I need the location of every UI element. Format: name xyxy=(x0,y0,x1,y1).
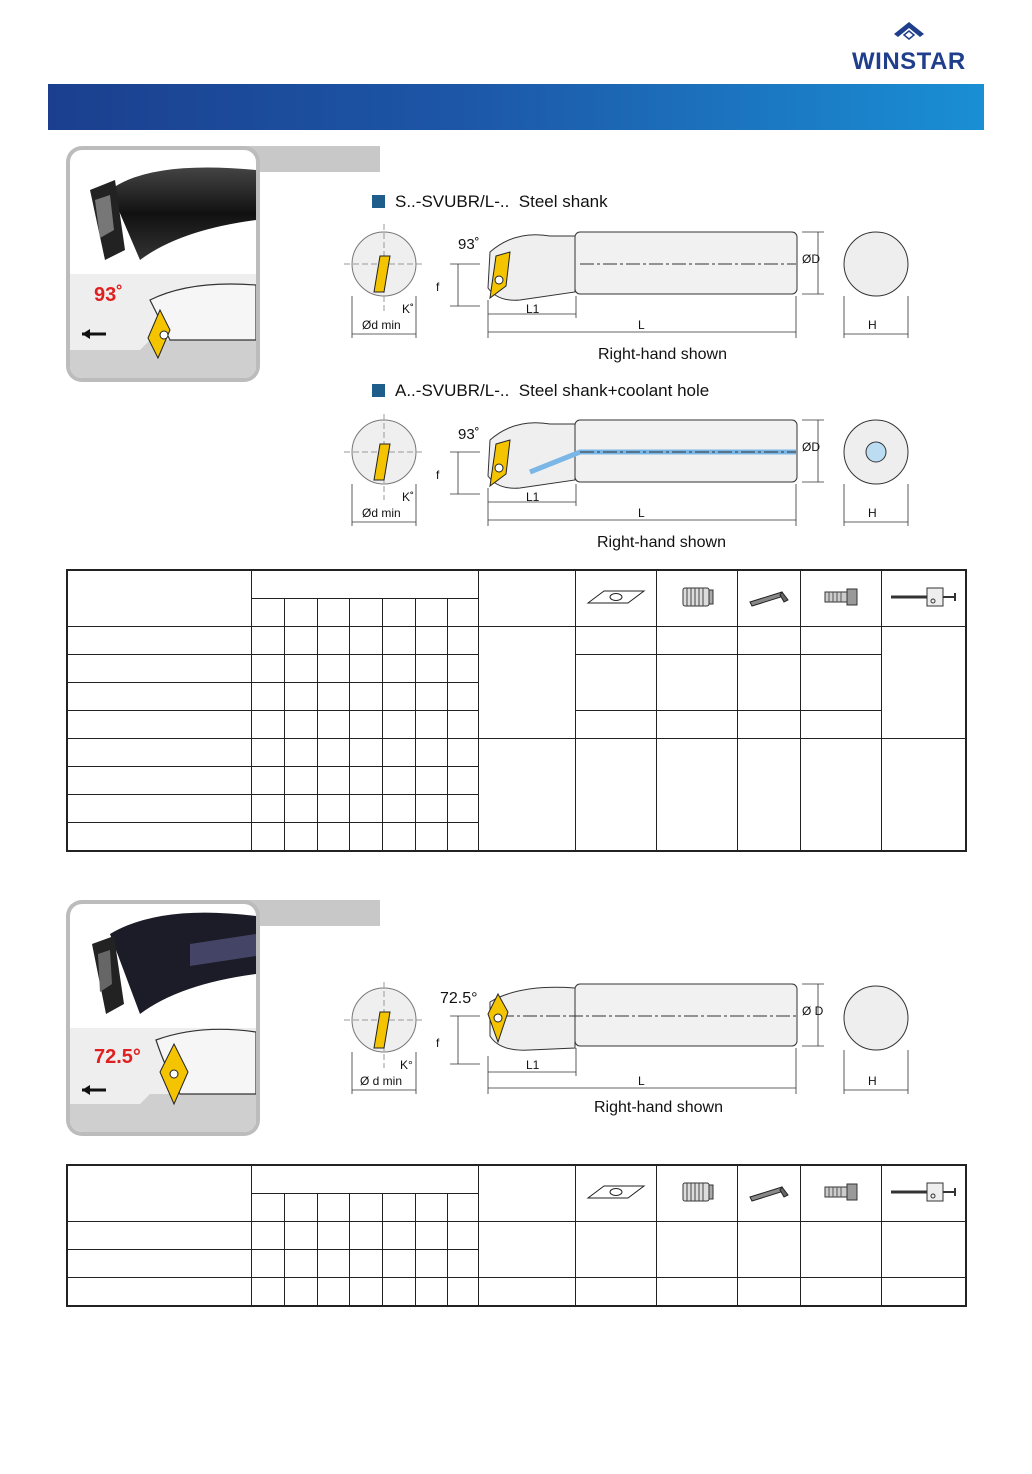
b-od-label: ØD xyxy=(802,440,820,454)
a-angle-label: 93˚ xyxy=(458,236,480,253)
brand-name: WINSTAR xyxy=(852,48,966,75)
clamp-screw-icon xyxy=(800,570,881,627)
s2-dmin-label: Ø d min xyxy=(360,1074,403,1088)
variant-a-desc: Steel shank xyxy=(518,192,608,211)
clamp-screw-icon xyxy=(800,1165,881,1222)
table-row xyxy=(67,1278,251,1307)
b-l-label: L xyxy=(638,506,645,520)
a-l1-label: L1 xyxy=(526,302,540,316)
header-cell xyxy=(67,570,251,627)
b-h-label: H xyxy=(868,506,877,520)
section1-header-tab xyxy=(240,146,380,172)
variant-a-code: S..-SVUBR/L-.. xyxy=(395,192,510,211)
a-dmin-label: Ød min xyxy=(362,318,401,332)
boring-bar-photo xyxy=(70,904,256,1132)
header-cell xyxy=(251,570,478,599)
a-od-label: ØD xyxy=(802,252,820,266)
marker-square-icon xyxy=(372,384,385,397)
shim-screw-icon xyxy=(656,1165,737,1222)
table-row xyxy=(67,683,251,711)
section1-spec-table xyxy=(66,569,967,852)
section1-variant-a-drawing xyxy=(340,222,920,344)
section1-angle-badge: 93˚ xyxy=(94,284,123,306)
torx-wrench-icon xyxy=(881,1165,966,1222)
table-row xyxy=(67,1222,251,1250)
section2-drawing xyxy=(340,980,920,1102)
s2-k-label: K° xyxy=(400,1058,413,1072)
s2-h-label: H xyxy=(868,1074,877,1088)
b-k-label: K˚ xyxy=(402,490,414,504)
s2-od-label: Ø D xyxy=(802,1004,824,1018)
s2-l1-label: L1 xyxy=(526,1058,540,1072)
hex-key-icon xyxy=(737,1165,800,1222)
table-row xyxy=(67,655,251,683)
b-caption: Right-hand shown xyxy=(597,534,726,551)
a-h-label: H xyxy=(868,318,877,332)
header-cell xyxy=(251,1165,478,1194)
table-row xyxy=(67,739,251,767)
boring-bar-side-view xyxy=(450,984,824,1094)
table-row xyxy=(67,795,251,823)
shim-screw-icon xyxy=(656,570,737,627)
marker-square-icon xyxy=(372,195,385,208)
s2-f-label: f xyxy=(436,1036,440,1050)
hex-key-icon xyxy=(737,570,800,627)
header-cell xyxy=(478,570,575,627)
s2-l-label: L xyxy=(638,1074,645,1088)
table-row xyxy=(67,767,251,795)
section1-photo-card xyxy=(66,146,260,382)
table-row xyxy=(67,1250,251,1278)
variant-b-desc: Steel shank+coolant hole xyxy=(518,381,710,400)
insert-icon xyxy=(575,570,656,627)
section2-angle-badge: 72.5° xyxy=(94,1046,141,1068)
s2-caption: Right-hand shown xyxy=(594,1099,723,1116)
table-row xyxy=(67,711,251,739)
logo-diamond-icon xyxy=(894,22,924,39)
b-f-label: f xyxy=(436,468,440,482)
boring-bar-side-view xyxy=(450,232,824,338)
brand-logo xyxy=(846,20,986,75)
s2-angle-label: 72.5° xyxy=(440,990,478,1007)
boring-bar-photo xyxy=(70,150,256,378)
section2-header-tab xyxy=(240,900,380,926)
b-dmin-label: Ød min xyxy=(362,506,401,520)
a-l-label: L xyxy=(638,318,645,332)
header-band xyxy=(48,84,984,130)
insert-icon xyxy=(575,1165,656,1222)
section1-variant-b-title xyxy=(372,381,709,401)
table-row xyxy=(67,627,251,655)
b-l1-label: L1 xyxy=(526,490,540,504)
a-f-label: f xyxy=(436,280,440,294)
section2-spec-table xyxy=(66,1164,967,1307)
header-cell xyxy=(478,1165,575,1222)
a-k-label: K˚ xyxy=(402,302,414,316)
variant-b-code: A..-SVUBR/L-.. xyxy=(395,381,510,400)
boring-bar-side-view xyxy=(450,420,824,526)
b-angle-label: 93˚ xyxy=(458,426,480,443)
torx-wrench-icon xyxy=(881,570,966,627)
section1-variant-b-drawing xyxy=(340,412,920,532)
table-row xyxy=(67,823,251,852)
header-cell xyxy=(67,1165,251,1222)
section1-variant-a-title xyxy=(372,192,608,212)
a-caption: Right-hand shown xyxy=(598,346,727,363)
section2-photo-card xyxy=(66,900,260,1136)
